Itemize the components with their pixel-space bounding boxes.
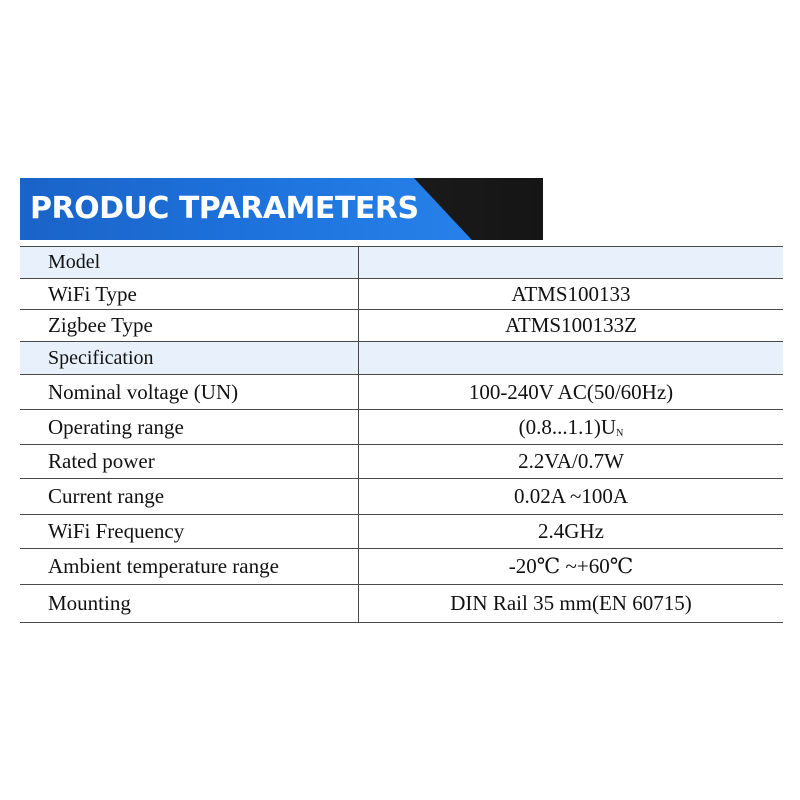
table-row-zigbee-type xyxy=(20,310,783,342)
row-label: Rated power xyxy=(20,445,359,479)
row-value xyxy=(359,410,784,445)
table-row-mounting xyxy=(20,585,783,623)
table-row-ambient-temperature xyxy=(20,549,783,585)
row-value xyxy=(359,342,784,375)
parameters-table xyxy=(20,246,783,623)
row-value xyxy=(359,247,784,279)
row-label: Model xyxy=(20,247,359,279)
row-value: ATMS100133Z xyxy=(359,310,784,342)
banner-title: PRODUC TPARAMETERS xyxy=(30,191,419,226)
table-row-wifi-type xyxy=(20,279,783,310)
operating-range-subscript: N xyxy=(616,427,624,439)
row-label: Zigbee Type xyxy=(20,310,359,342)
table-row-rated-power xyxy=(20,445,783,479)
row-value: 2.4GHz xyxy=(359,515,784,549)
table-row-operating-range xyxy=(20,410,783,445)
table-row-model xyxy=(20,247,783,279)
row-value: DIN Rail 35 mm(EN 60715) xyxy=(359,585,784,623)
row-value: -20℃ ~+60℃ xyxy=(359,549,784,585)
row-label: Specification xyxy=(20,342,359,375)
table-row-current-range xyxy=(20,479,783,515)
row-label: Mounting xyxy=(20,585,359,623)
parameters-banner xyxy=(20,178,543,240)
row-value: 2.2VA/0.7W xyxy=(359,445,784,479)
row-value: 100-240V AC(50/60Hz) xyxy=(359,375,784,410)
operating-range-value: (0.8...1.1)U xyxy=(518,414,617,439)
row-label: WiFi Type xyxy=(20,279,359,310)
row-value: 0.02A ~100A xyxy=(359,479,784,515)
table-row-nominal-voltage xyxy=(20,375,783,410)
row-label: Ambient temperature range xyxy=(20,549,359,585)
row-label: Operating range xyxy=(20,410,359,445)
row-label: WiFi Frequency xyxy=(20,515,359,549)
row-label: Current range xyxy=(20,479,359,515)
row-value: ATMS100133 xyxy=(359,279,784,310)
table-row-wifi-frequency xyxy=(20,515,783,549)
table-row-specification xyxy=(20,342,783,375)
row-label: Nominal voltage (UN) xyxy=(20,375,359,410)
